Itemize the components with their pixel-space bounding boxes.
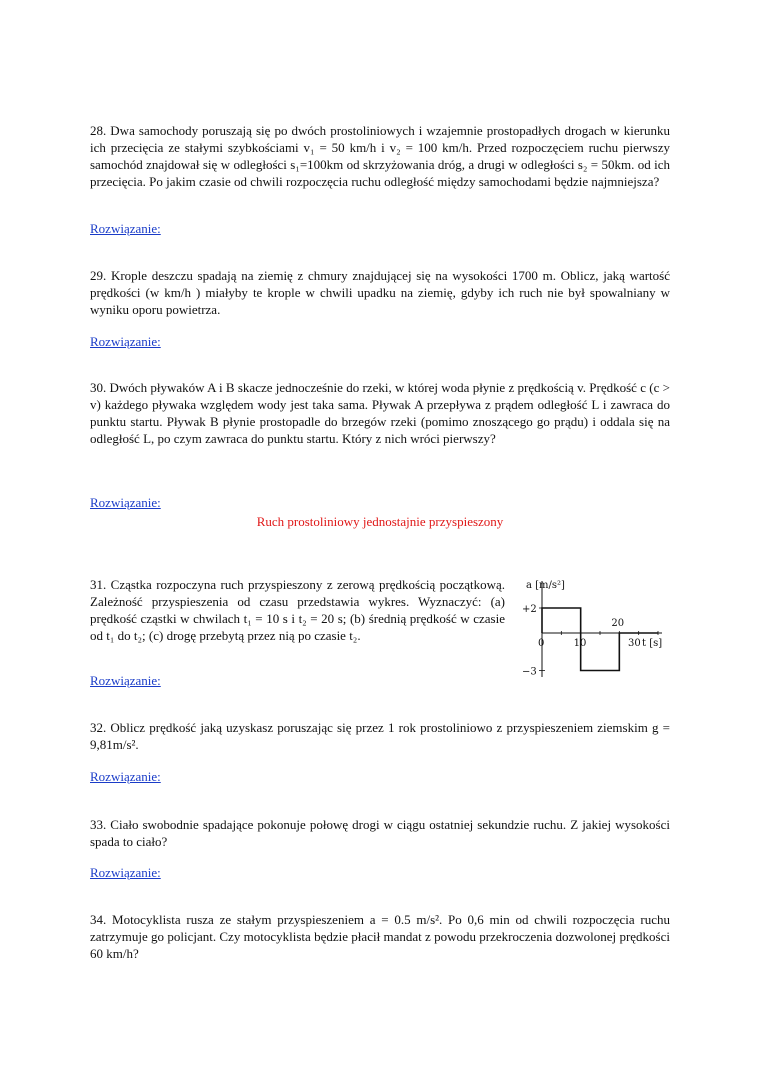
problem-30: 30. Dwóch pływaków A i B skacze jednocześnie do rzeki, w której woda płynie z prędkością v. Prędkość c (c > v) każdego pływaka względem wody jest taka sama. Pływak A przepływa z prądem odległość L i zawraca do punktu startu. Pływak B płynie prostopadle do brzegów rzeki (pomimo znoszącego go prądu) i oddala się na odległość L, po czym zawraca do punktu startu. Który z nich wróci pierwszy? xyxy=(90,380,670,446)
problem-34: 34. Motocyklista rusza ze stałym przyspieszeniem a = 0.5 m/s². Po 0,6 min od chwili rozpoczęcia ruchu zatrzymuje go policjant. Czy motocyklista będzie płacił mandat z powodu przekroczenia dozwolonej prędkości 60 km/h? xyxy=(90,912,670,961)
problem-28: 28. Dwa samochody poruszają się po dwóch prostoliniowych i wzajemnie prostopadłych drogach w kierunku ich przecięcia ze stałymi szybkościami v₁ = 50 km/h i v₂ = 100 km/h. Przed rozpoczęciem ruchu pierwszy samochód znajdował się w odległości s₁=100km od skrzyżowania dróg, a drugi w odległości s₂ = 50km. od ich przecięcia. Po jakim czasie od chwili rozpoczęcia ruchu odległość między samochodami będzie najmniejsza? xyxy=(90,123,670,189)
x-axis-label: t [s] xyxy=(642,638,663,649)
x-tick-label-1: 10 xyxy=(573,638,587,649)
acceleration-chart xyxy=(520,575,665,690)
section-title: Ruch prostoliniowy jednostajnie przyspieszony xyxy=(256,514,504,529)
y-tick-label-0: +2 xyxy=(522,604,537,615)
y-axis-label: a [m/s²] xyxy=(526,580,565,591)
solution-link-29[interactable]: Rozwiązanie: xyxy=(90,334,161,349)
x-tick-label-2: 20 xyxy=(611,618,625,629)
x-tick-label-0: 0 xyxy=(538,638,545,649)
chart-root xyxy=(522,580,662,678)
solution-link-32[interactable]: Rozwiązanie: xyxy=(90,769,161,784)
solution-link-30[interactable]: Rozwiązanie: xyxy=(90,495,161,510)
solution-link-33[interactable]: Rozwiązanie: xyxy=(90,865,161,880)
problem-33: 33. Ciało swobodnie spadające pokonuje połowę drogi w ciągu ostatniej sekundzie ruchu. Z jakiej wysokości spada to ciało? xyxy=(90,817,670,849)
problem-32: 32. Oblicz prędkość jaką uzyskasz poruszając się przez 1 rok prostoliniowo z przyspieszeniem ziemskim g = 9,81m/s². xyxy=(90,720,670,752)
y-tick-label-1: −3 xyxy=(522,666,537,678)
problem-31: 31. Cząstka rozpoczyna ruch przyspieszony z zerową prędkością początkową. Zależność przyspieszenia od czasu przedstawia wykres. Wyznaczyć: (a) prędkość cząstki w chwilach t₁ = 10 s i t₂ = 20 s; (b) średnią prędkość w czasie od t₁ do t₂; (c) drogę przebytą przez nią po czasie t₂. xyxy=(90,577,505,643)
solution-link-28[interactable]: Rozwiązanie: xyxy=(90,221,161,236)
solution-link-31[interactable]: Rozwiązanie: xyxy=(90,673,161,688)
x-tick-label-3: 30 xyxy=(628,638,641,649)
problem-29: 29. Krople deszczu spadają na ziemię z chmury znajdującej się na wysokości 1700 m. Oblicz, jaką wartość prędkości (w km/h ) miałyby te krople w chwili upadku na ziemię, gdyby ich ruch nie był spowalniany w wyniku oporu powietrza. xyxy=(90,268,670,317)
